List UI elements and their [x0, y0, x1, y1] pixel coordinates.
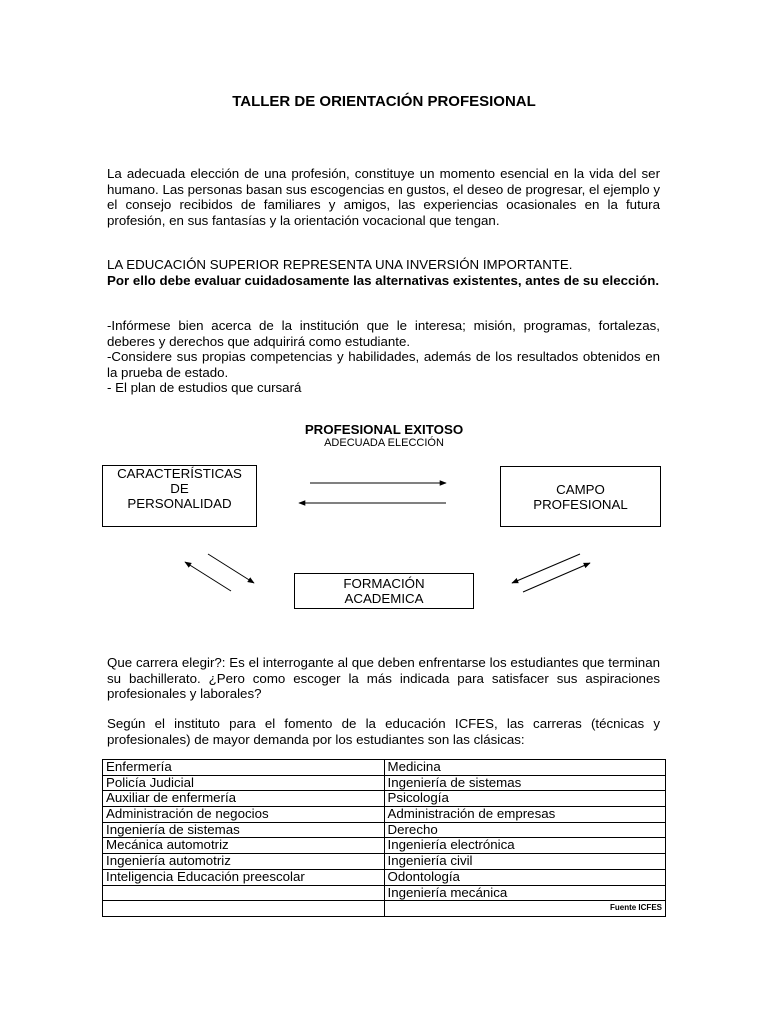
page-title: TALLER DE ORIENTACIÓN PROFESIONAL: [232, 93, 536, 110]
investment-line: LA EDUCACIÓN SUPERIOR REPRESENTA UNA INVERSIÓN IMPORTANTE.: [107, 257, 573, 272]
table-row: [103, 775, 666, 791]
table-cell: Mecánica automotriz: [103, 838, 385, 854]
table-row: [103, 869, 666, 885]
table-row: [103, 822, 666, 838]
table-row: [103, 791, 666, 807]
table-cell: Medicina: [384, 760, 666, 776]
table-cell: Enfermería: [103, 760, 385, 776]
personality-box-line: CARACTERÍSTICAS: [117, 466, 242, 481]
table-cell: Inteligencia Educación preescolar: [103, 869, 385, 885]
professional-field-line: CAMPO: [556, 481, 605, 497]
icfes-paragraph: Según el instituto para el fomento de la educación ICFES, las carreras (técnicas y profesionales) de mayor demanda por los estudiantes son las clásicas:: [107, 716, 660, 747]
table-cell: Auxiliar de enfermería: [103, 791, 385, 807]
table-cell: Ingeniería de sistemas: [103, 822, 385, 838]
investment-bold: Por ello debe evaluar cuidadosamente las alternativas existentes, antes de su elección.: [107, 272, 660, 288]
diagram-subheading: ADECUADA ELECCIÓN: [324, 437, 444, 449]
table-row: [103, 885, 666, 901]
arrow-to-academic-left: [208, 554, 254, 583]
diagram-heading: PROFESIONAL EXITOSO: [304, 422, 464, 437]
tip-item: -Infórmese bien acerca de la institución que le interesa; misión, programas, fortalezas, deberes y derechos que adquirirá como estudiante.: [107, 318, 660, 349]
careers-table: [102, 759, 666, 917]
table-row: [103, 807, 666, 823]
table-cell: Ingeniería automotriz: [103, 854, 385, 870]
question-paragraph: Que carrera elegir?: Es el interrogante al que deben enfrentarse los estudiantes que terminan su bachillerato. ¿Pero como escoger la más indicada para satisfacer sus aspiraciones profesionales y laborales?: [107, 655, 660, 701]
table-cell: Odontología: [384, 869, 666, 885]
table-row: [103, 901, 666, 917]
arrow-to-personality: [185, 562, 231, 591]
table-cell: Administración de empresas: [384, 807, 666, 823]
table-cell: Administración de negocios: [103, 807, 385, 823]
table-cell: [103, 885, 385, 901]
tip-item: - El plan de estudios que cursará: [107, 380, 302, 395]
table-cell: Policía Judicial: [103, 775, 385, 791]
table-cell: [103, 901, 385, 917]
source-note: Fuente ICFES: [384, 901, 666, 917]
table-cell: Ingeniería electrónica: [384, 838, 666, 854]
table-cell: Psicología: [384, 791, 666, 807]
table-row: [103, 760, 666, 776]
academic-training-line: ACADEMICA: [344, 591, 424, 606]
table-row: [103, 854, 666, 870]
tip-item: -Considere sus propias competencias y habilidades, además de los resultados obtenidos en la prueba de estado.: [107, 349, 660, 380]
table-cell: Ingeniería de sistemas: [384, 775, 666, 791]
table-cell: Ingeniería mecánica: [384, 885, 666, 901]
intro-paragraph: La adecuada elección de una profesión, constituye un momento esencial en la vida del ser humano. Las personas basan sus escogencias en gustos, el deseo de progresar, el ejemplo y el consejo recibidos de familiares y amigos, las experiencias ocasionales en la futura profesión, en sus fantasías y la orientación vocacional que tengan.: [107, 166, 660, 228]
table-cell: Ingeniería civil: [384, 854, 666, 870]
table-cell: Derecho: [384, 822, 666, 838]
personality-box-line: DE: [170, 481, 189, 496]
arrow-to-field: [523, 563, 590, 592]
table-row: [103, 838, 666, 854]
professional-field-line: PROFESIONAL: [533, 496, 628, 512]
personality-box-line: PERSONALIDAD: [127, 496, 232, 511]
academic-training-line: FORMACIÓN: [343, 576, 425, 591]
arrow-to-academic-right: [512, 554, 580, 583]
